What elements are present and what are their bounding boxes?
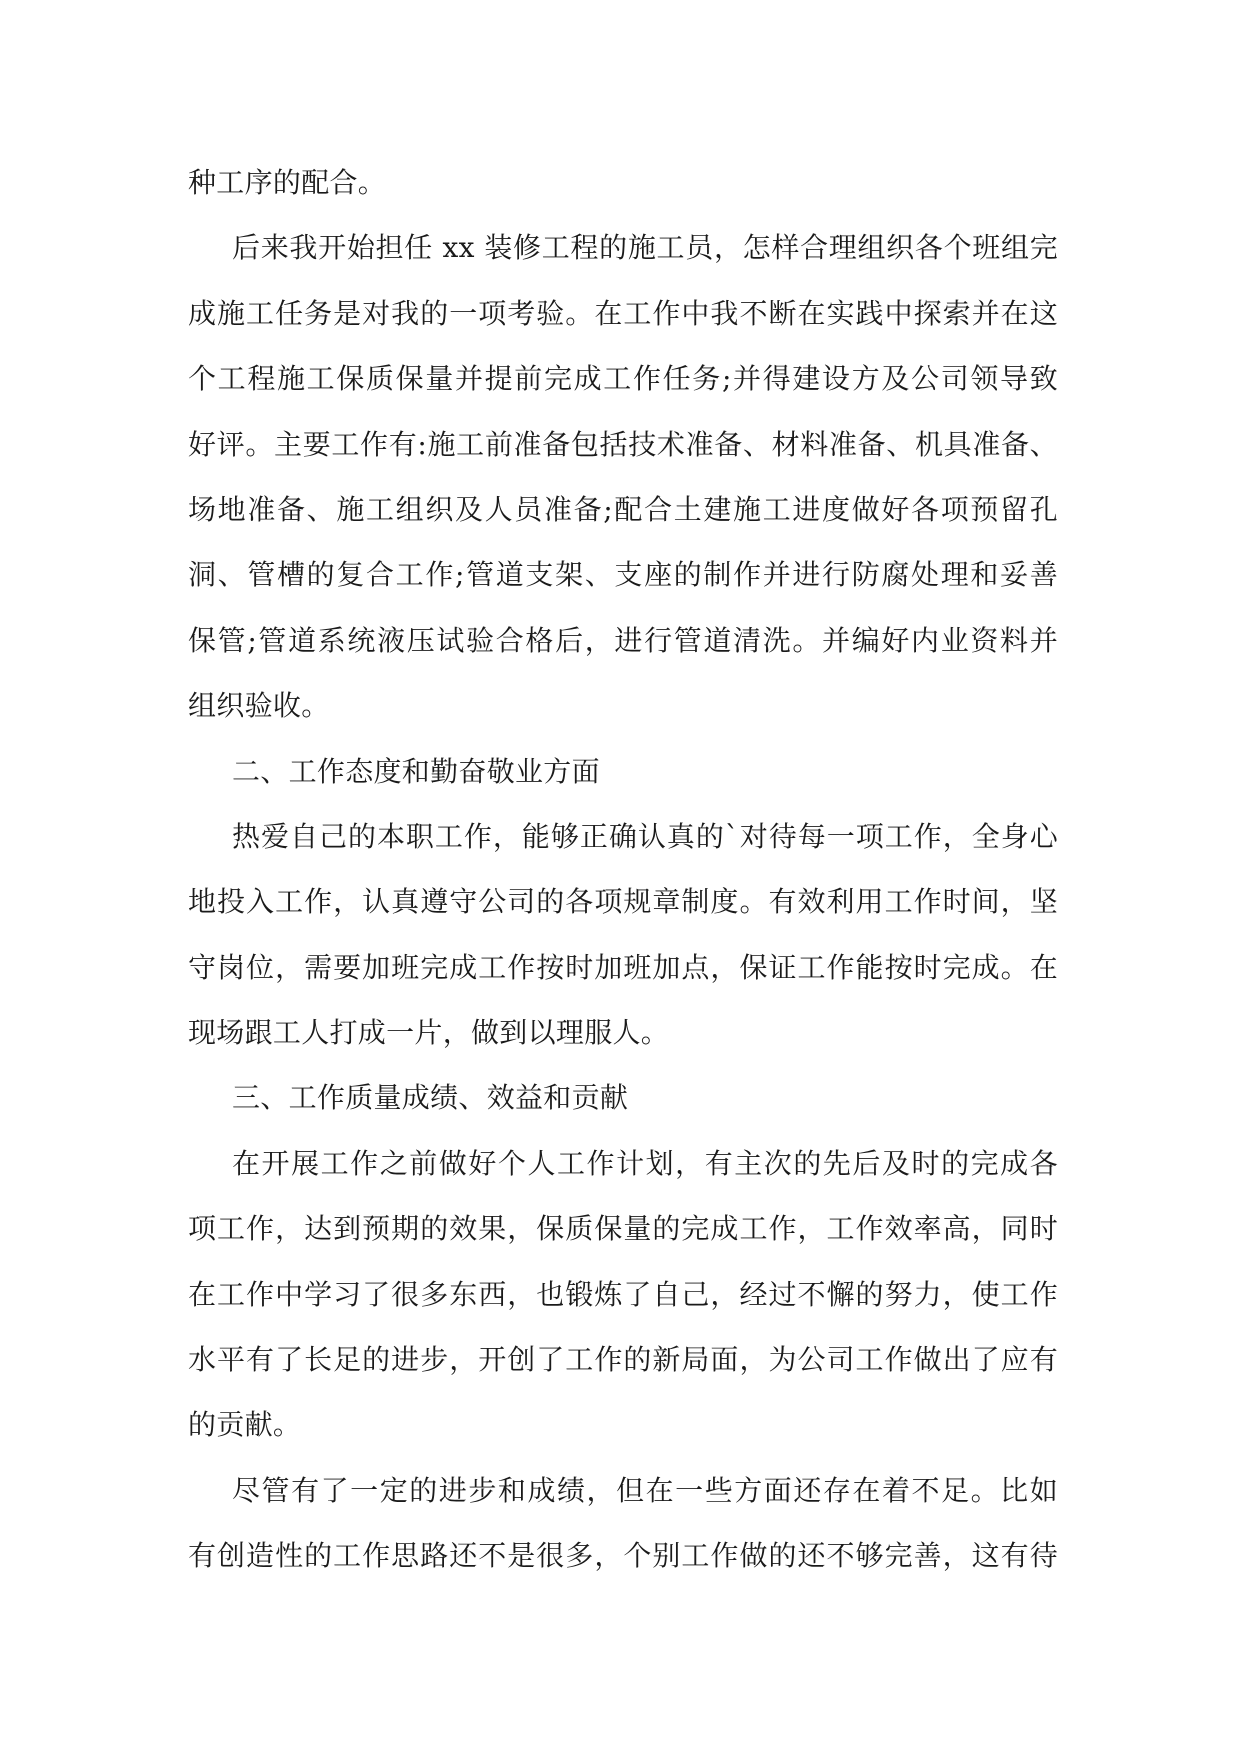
text-line: 种工序的配合。: [188, 166, 387, 199]
text-line: 尽管有了一定的进步和成绩，但在一些方面还存在着不足。比如: [232, 1473, 1058, 1507]
section-heading: 三、工作质量成绩、效益和贡献: [232, 1081, 629, 1115]
text-line: 水平有了长足的进步，开创了工作的新局面，为公司工作做出了应有: [188, 1343, 1058, 1377]
text-line: 保管;管道系统液压试验合格后，进行管道清洗。并编好内业资料并: [188, 623, 1058, 657]
text-line: 组织验收。: [188, 689, 330, 723]
text-line: 项工作，达到预期的效果，保质保量的完成工作，工作效率高，同时: [188, 1212, 1058, 1246]
paragraph-shortcomings: [188, 1458, 1058, 1589]
text-line: 个工程施工保质保量并提前完成工作任务;并得建设方及公司领导致: [188, 362, 1058, 396]
text-line: 洞、管槽的复合工作;管道支架、支座的制作并进行防腐处理和妥善: [188, 558, 1058, 592]
document-body: [188, 150, 1058, 1589]
text-line: 后来我开始担任 xx 装修工程的施工员，怎样合理组织各个班组完: [232, 231, 1058, 265]
paragraph-continuation: [188, 150, 1058, 215]
section-heading-attitude: [188, 739, 1058, 804]
text-line: 有创造性的工作思路还不是很多，个别工作做的还不够完善，这有待: [188, 1539, 1058, 1573]
text-line: 守岗位，需要加班完成工作按时加班加点，保证工作能按时完成。在: [188, 950, 1058, 984]
text-line: 现场跟工人打成一片，做到以理服人。: [188, 1016, 670, 1050]
paragraph-construction-work: [188, 215, 1058, 738]
text-line: 场地准备、施工组织及人员准备;配合土建施工进度做好各项预留孔: [188, 492, 1058, 526]
section-heading: 二、工作态度和勤奋敬业方面: [232, 754, 600, 788]
text-line: 成施工任务是对我的一项考验。在工作中我不断在实践中探索并在这: [188, 296, 1058, 330]
section-heading-quality: [188, 1065, 1058, 1130]
text-line: 在工作中学习了很多东西，也锻炼了自己，经过不懈的努力，使工作: [188, 1277, 1058, 1311]
text-line: 的贡献。: [188, 1408, 302, 1442]
paragraph-quality: [188, 1131, 1058, 1458]
paragraph-attitude: [188, 804, 1058, 1066]
text-line: 好评。主要工作有:施工前准备包括技术准备、材料准备、机具准备、: [188, 427, 1058, 461]
text-line: 地投入工作，认真遵守公司的各项规章制度。有效利用工作时间，坚: [188, 885, 1058, 919]
text-line: 热爱自己的本职工作，能够正确认真的`对待每一项工作，全身心: [232, 819, 1058, 853]
text-line: 在开展工作之前做好个人工作计划，有主次的先后及时的完成各: [232, 1146, 1058, 1180]
